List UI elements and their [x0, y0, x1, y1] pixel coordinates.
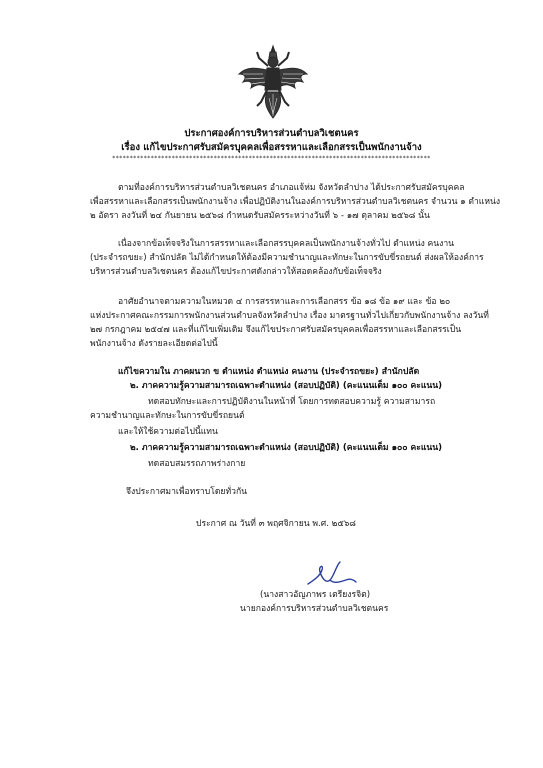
paragraph-2-line-3: บริหารส่วนตำบลวิเชตนคร ต้องแก้ไขประกาศดังกล่าวให้สอดคล้องกับข้อเท็จจริง: [90, 267, 382, 277]
document-title: ประกาศองค์การบริหารส่วนตำบลวิเชตนคร: [184, 128, 359, 139]
paragraph-3-line-3: ๒๗ กรกฎาคม ๒๕๔๗ และที่แก้ไขเพิ่มเติม จึงแก้ไขประกาศรับสมัครบุคคลเพื่อสรรหาและเลือกสรรเป็น: [90, 325, 462, 335]
new-item-detail: ทดสอบสมรรถภาพร่างกาย: [148, 459, 246, 469]
paragraph-2-line-1: เนื่องจากข้อเท็จจริงในการสรรหาและเลือกสรรบุคคลเป็นพนักงานจ้างทั่วไป ตำแหน่ง คนงาน: [118, 239, 455, 249]
garuda-emblem-icon: [237, 44, 309, 120]
paragraph-1-line-3: ๒ อัตรา ลงวันที่ ๒๔ กันยายน ๒๕๖๘ กำหนดรับสมัครระหว่างวันที่ ๖ - ๑๗ ตุลาคม ๒๕๖๘ นั้น: [90, 211, 430, 221]
announcement-date: ประกาศ ณ วันที่ ๓ พฤศจิกายน พ.ศ. ๒๕๖๘: [196, 519, 356, 529]
signatory-name: (นางสาวอัญภาพร เตรียงรจิต): [260, 590, 371, 600]
signature-image: [300, 558, 360, 590]
paragraph-1-line-2: เพื่อสรรหาและเลือกสรรเป็นพนักงานจ้าง เพื่อปฏิบัติงานในองค์การบริหารส่วนตำบลวิเชตนคร จำนวน ๑ ตำแหน่ง: [90, 197, 501, 207]
new-item-heading: ๒. ภาคความรู้ความสามารถเฉพาะตำแหน่ง (สอบปฏิบัติ) (คะแนนเต็ม ๑๐๐ คะแนน): [130, 443, 443, 453]
paragraph-1-line-1: ตามที่องค์การบริหารส่วนตำบลวิเชตนคร อำเภอแจ้ห่ม จังหวัดลำปาง ได้ประกาศรับสมัครบุคคล: [118, 183, 465, 193]
old-item-detail-line-1: ทดสอบทักษะและการปฏิบัติงานในหน้าที่ โดยการทดสอบความรู้ ความสามารถ: [148, 397, 436, 407]
paragraph-3-line-4: พนักงานจ้าง ดังรายละเอียดต่อไปนี้: [90, 339, 218, 349]
amendment-heading: แก้ไขความใน ภาคผนวก ข ตำแหน่ง ตำแหน่ง คนงาน (ประจำรถขยะ) สำนักปลัด: [118, 367, 420, 377]
old-item-heading: ๒. ภาคความรู้ความสามารถเฉพาะตำแหน่ง (สอบปฏิบัติ) (คะแนนเต็ม ๑๐๐ คะแนน): [130, 381, 443, 391]
signatory-position: นายกองค์การบริหารส่วนตำบลวิเชตนคร: [240, 604, 389, 614]
announcement-text: จึงประกาศมาเพื่อทราบโดยทั่วกัน: [126, 487, 248, 497]
paragraph-3-line-1: อาศัยอำนาจตามความในหมวด ๔ การสรรหาและการเลือกสรร ข้อ ๑๘ ข้อ ๑๙ และ ข้อ ๒๐: [118, 297, 451, 307]
paragraph-2-line-2: (ประจำรถขยะ) สำนักปลัด ไม่ได้กำหนดให้ต้องมีความชำนาญและทักษะในการขับขี่รถยนต์ ส่งผลให้องค์การ: [90, 253, 484, 263]
document-subject: เรื่อง แก้ไขประกาศรับสมัครบุคคลเพื่อสรรหาและเลือกสรรเป็นพนักงานจ้าง: [121, 142, 422, 153]
replacement-text: และให้ใช้ความต่อไปนี้แทน: [118, 427, 218, 437]
title-separator: *******************************************************************************************: [112, 155, 431, 162]
old-item-detail-line-2: ความชำนาญและทักษะในการขับขี่รถยนต์: [90, 411, 245, 421]
paragraph-3-line-2: แห่งประกาศคณะกรรมการพนักงานส่วนตำบลจังหวัดลำปาง เรื่อง มาตรฐานทั่วไปเกี่ยวกับพนักงานจ้าง ลงวันที่: [90, 311, 489, 321]
